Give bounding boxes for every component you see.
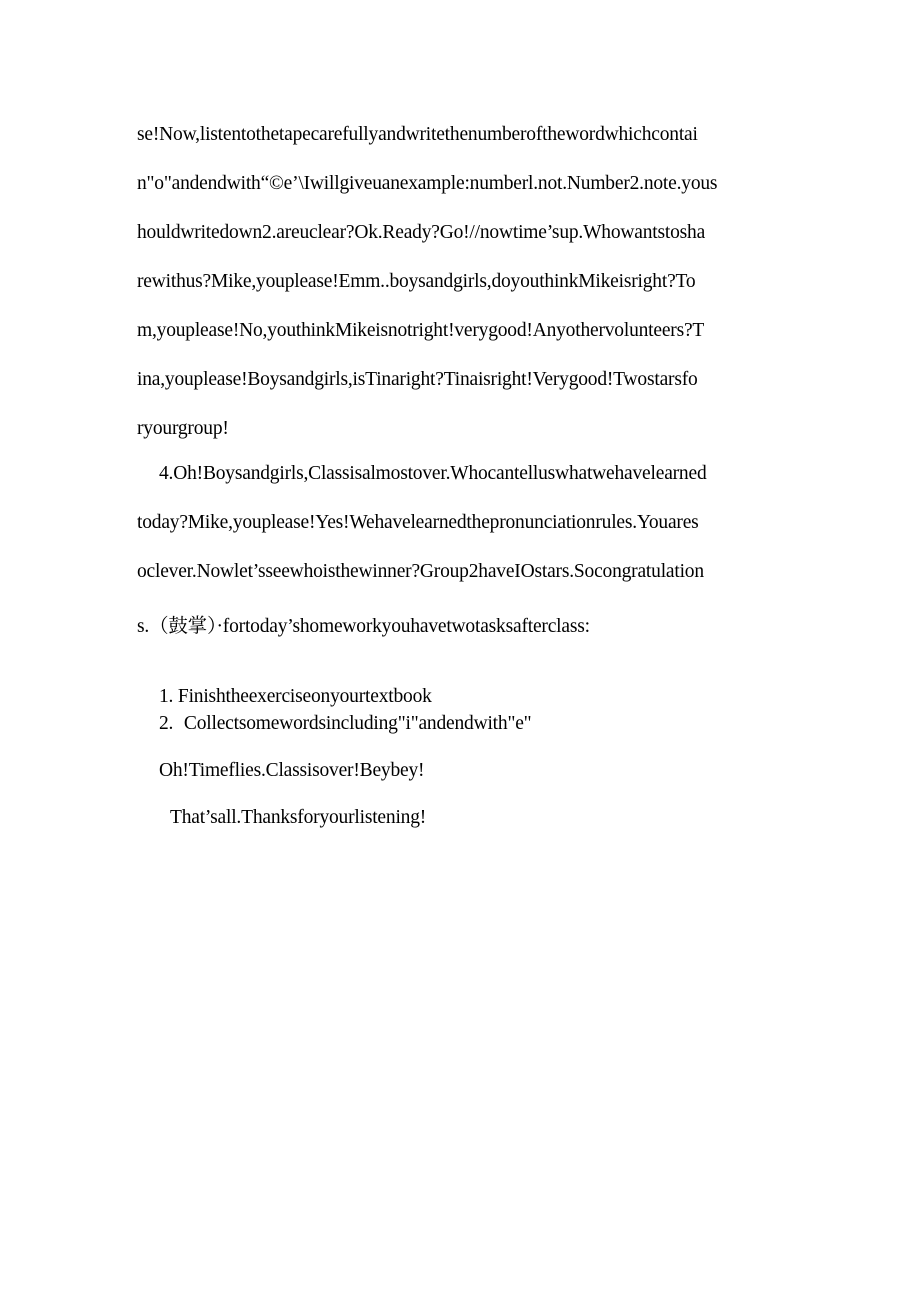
list-item-number: 1.: [159, 686, 174, 707]
list-item-number: 2.: [159, 713, 174, 734]
paragraph-line: houldwritedown2.areuclear?Ok.Ready?Go!//nowtime’sup.Whowantstosha: [137, 222, 706, 243]
paragraph-line: ina,youplease!Boysandgirls,isTinaright?Tinaisright!Verygood!Twostarsfo: [137, 369, 698, 390]
list-item: [159, 713, 531, 735]
paragraph-line: 4.Oh!Boysandgirls,Classisalmostover.Whocantelluswhatwehavelearned: [159, 463, 707, 484]
paragraph-line: m,youplease!No,youthinkMikeisnotright!verygood!Anyothervolunteers?T: [137, 320, 705, 341]
list-item-text: Collectsomewordsincluding"i"andendwith"e": [183, 713, 532, 734]
paragraph-line: ryourgroup!: [137, 418, 229, 439]
paragraph-line: s.（鼓掌）·fortoday’shomeworkyouhavetwotasksafterclass:: [137, 616, 590, 637]
paragraph-line: se!Now,listentothetapecarefullyandwritethenumberofthewordwhichcontai: [137, 124, 698, 145]
list-item-text: Finishtheexerciseonyourtextbook: [177, 686, 432, 707]
paragraph-line: n"o"andendwith“©e’\Iwillgiveuanexample:numberl.not.Number2.note.yous: [137, 173, 718, 194]
final-line: That’sall.Thanksforyourlistening!: [170, 807, 427, 828]
closing-line: Oh!Timeflies.Classisover!Beybey!: [159, 760, 425, 781]
paragraph-line: today?Mike,youplease!Yes!Wehavelearnedthepronunciationrules.Youares: [137, 512, 699, 533]
paragraph-line: oclever.Nowlet’sseewhoisthewinner?Group2haveIOstars.Socongratulation: [137, 561, 704, 582]
list-item: [159, 686, 432, 708]
paragraph-line: rewithus?Mike,youplease!Emm..boysandgirls,doyouthinkMikeisright?To: [137, 271, 696, 292]
